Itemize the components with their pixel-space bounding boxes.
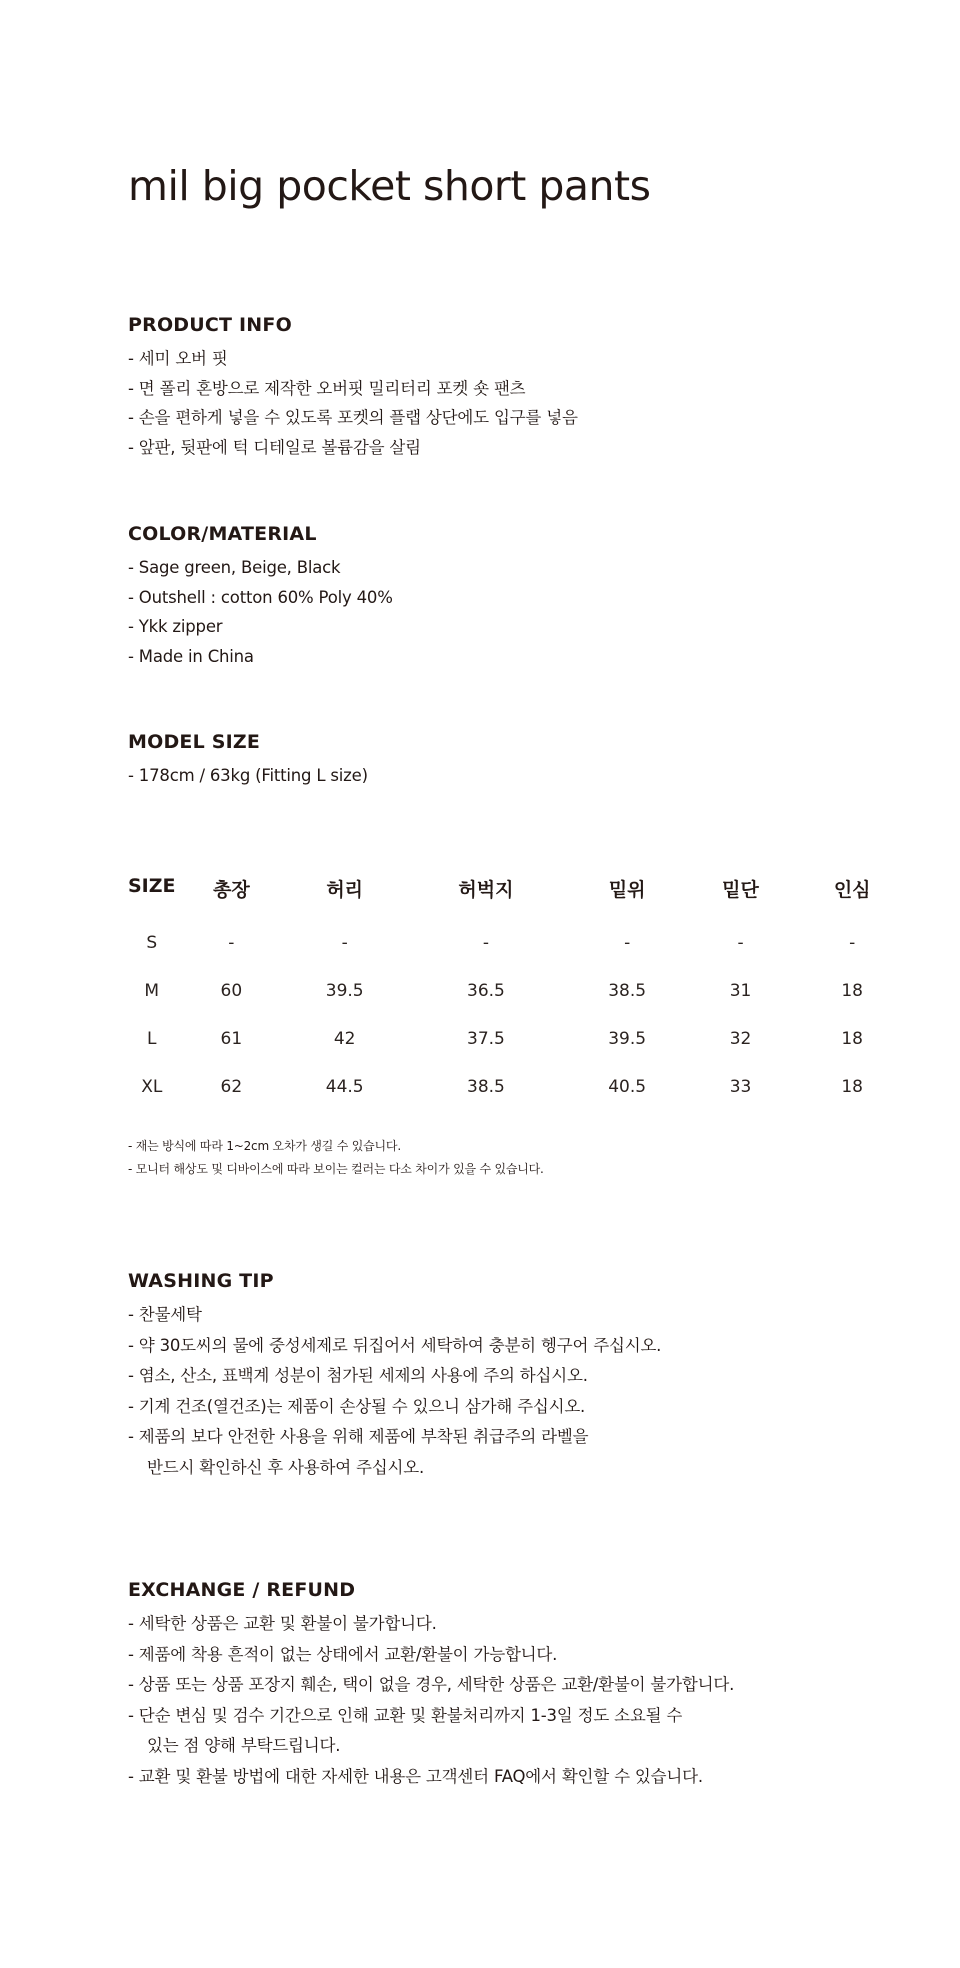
- color-material-list: [128, 553, 888, 671]
- washing-tip-section: [128, 1268, 888, 1483]
- model-size-list: [128, 761, 888, 791]
- size-table-header: 인심: [833, 879, 871, 901]
- table-cell: 44.5: [325, 1077, 364, 1097]
- table-cell: 18: [841, 981, 863, 1001]
- exchange-refund-line: - 단순 변심 및 검수 기간으로 인해 교환 및 환불처리까지 1-3일 정도 소요될 수: [128, 1705, 683, 1725]
- table-cell: -: [737, 933, 744, 953]
- product-info-line: - 면 폴리 혼방으로 제작한 오버핏 밀리터리 포켓 숏 팬츠: [128, 378, 526, 398]
- table-row: [128, 1015, 908, 1063]
- color-material-section: [128, 521, 888, 671]
- size-cell: L: [147, 1029, 157, 1049]
- washing-tip-list: [128, 1300, 888, 1483]
- table-cell: 32: [729, 1029, 752, 1049]
- product-info-section: [128, 312, 888, 462]
- table-cell: 62: [220, 1077, 243, 1097]
- exchange-refund-line: - 상품 또는 상품 포장지 훼손, 택이 없을 경우, 세탁한 상품은 교환/환불이 불가합니다.: [128, 1675, 735, 1694]
- color-material-line: - Sage green, Beige, Black: [128, 558, 341, 577]
- table-cell: 37.5: [467, 1029, 505, 1049]
- color-material-line: - Made in China: [128, 646, 254, 666]
- exchange-refund-line: - 제품에 착용 흔적이 없는 상태에서 교환/환불이 가능합니다.: [128, 1644, 558, 1664]
- exchange-refund-list: [128, 1609, 888, 1792]
- table-cell: 36.5: [467, 981, 505, 1001]
- model-size-section: [128, 729, 888, 791]
- table-cell: 18: [841, 1029, 863, 1049]
- table-cell: 42: [333, 1029, 356, 1049]
- measurement-notes: [128, 1135, 544, 1181]
- product-info-line: - 손을 편하게 넣을 수 있도록 포켓의 플랩 상단에도 입구를 넣음: [128, 408, 578, 427]
- product-info-line: - 앞판, 뒷판에 턱 디테일로 볼륨감을 살림: [128, 437, 421, 457]
- table-row: [128, 919, 908, 967]
- color-material-line: - Outshell : cotton 60% Poly 40%: [128, 587, 393, 607]
- exchange-refund-line: 있는 점 양해 부탁드립니다.: [147, 1736, 341, 1755]
- product-info-heading: PRODUCT INFO: [128, 314, 292, 336]
- product-info-line: - 세미 오버 핏: [128, 349, 228, 368]
- table-cell: -: [482, 933, 489, 953]
- size-table-header: 총장: [212, 879, 250, 901]
- table-cell: 39.5: [325, 981, 364, 1001]
- size-table-header: SIZE: [128, 875, 176, 897]
- washing-tip-line: - 찬물세탁: [128, 1305, 202, 1324]
- size-cell: XL: [141, 1077, 163, 1097]
- size-table: [128, 875, 908, 1111]
- washing-tip-line: - 제품의 보다 안전한 사용을 위해 제품에 부착된 취급주의 라벨을: [128, 1427, 589, 1446]
- table-cell: 33: [729, 1077, 752, 1097]
- table-row: [128, 1063, 908, 1111]
- washing-tip-line: 반드시 확인하신 후 사용하여 주십시오.: [147, 1457, 425, 1477]
- size-cell: S: [146, 933, 158, 953]
- table-cell: 40.5: [608, 1077, 647, 1097]
- size-table-header: 밑단: [722, 879, 759, 901]
- washing-tip-line: - 기계 건조(열건조)는 제품이 손상될 수 있으니 삼가해 주십시오.: [128, 1396, 586, 1416]
- exchange-refund-line: - 교환 및 환불 방법에 대한 자세한 내용은 고객센터 FAQ에서 확인할 수 있습니다.: [128, 1766, 703, 1786]
- washing-tip-heading: WASHING TIP: [128, 1270, 274, 1292]
- washing-tip-line: - 염소, 산소, 표백계 성분이 첨가된 세제의 사용에 주의 하십시오.: [128, 1366, 588, 1385]
- table-cell: -: [228, 933, 235, 953]
- exchange-refund-section: [128, 1577, 888, 1792]
- size-table-header: 허리: [326, 879, 364, 901]
- table-cell: -: [849, 933, 856, 953]
- color-material-line: - Ykk zipper: [128, 617, 223, 636]
- table-cell: -: [341, 933, 348, 953]
- exchange-refund-line: - 세탁한 상품은 교환 및 환불이 불가합니다.: [128, 1614, 437, 1633]
- table-cell: 31: [729, 981, 752, 1001]
- table-cell: 61: [220, 1029, 243, 1049]
- size-table-header-row: [128, 875, 908, 919]
- size-table-header: 밑위: [608, 879, 646, 901]
- model-size-line: - 178cm / 63kg (Fitting L size): [128, 766, 368, 785]
- note-line: - 재는 방식에 따라 1~2cm 오차가 생길 수 있습니다.: [128, 1139, 401, 1153]
- exchange-refund-heading: EXCHANGE / REFUND: [128, 1579, 356, 1601]
- note-line: - 모니터 해상도 및 디바이스에 따라 보이는 컬러는 다소 차이가 있을 수 있습니다.: [128, 1162, 544, 1176]
- table-cell: 38.5: [608, 981, 647, 1001]
- product-info-list: [128, 344, 888, 462]
- table-cell: 18: [841, 1077, 863, 1097]
- washing-tip-line: - 약 30도씨의 물에 중성세제로 뒤집어서 세탁하여 충분히 헹구어 주십시오.: [128, 1335, 662, 1355]
- size-cell: M: [144, 981, 160, 1001]
- table-row: [128, 967, 908, 1015]
- color-material-heading: COLOR/MATERIAL: [128, 523, 317, 545]
- product-title: mil big pocket short pants: [128, 162, 651, 210]
- table-cell: 38.5: [467, 1077, 505, 1097]
- table-cell: 60: [220, 981, 243, 1001]
- model-size-heading: MODEL SIZE: [128, 731, 261, 753]
- size-table-header: 허벅지: [458, 879, 514, 901]
- table-cell: 39.5: [608, 1029, 647, 1049]
- table-cell: -: [624, 933, 631, 953]
